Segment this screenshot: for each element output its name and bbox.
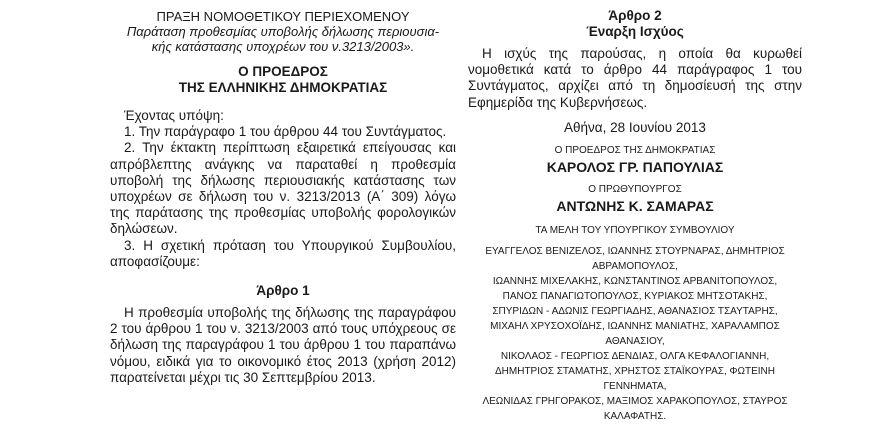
- act-subtitle-line-2: κής κατάστασης υποχρέων του ν.3213/2003».: [151, 39, 415, 54]
- act-subtitle-line-1: Παράταση προθεσμίας υποβολής δήλωσης περιουσια-: [126, 24, 440, 39]
- prime-minister-label: Ο ΠΡΩΘΥΠΟΥΡΓΟΣ: [588, 184, 682, 196]
- cabinet-members-line: ΣΠΥΡΙΔΩΝ - ΑΔΩΝΙΣ ΓΕΩΡΓΙΑΔΗΣ, ΑΘΑΝΑΣΙΟΣ ΤΣΑΥΤΑΡΗΣ,: [492, 306, 778, 318]
- article-2-heading: Άρθρο 2: [608, 8, 662, 23]
- article-1-text: Η προθεσμία υποβολής της δήλωσης της παραγράφου 2 του άρθρου 1 του ν. 3213/2003 από τους υπόχρεους σε δήλωση της παραγράφου 1 του άρθρου 1 του παραπάνω νόμου, ειδικά για το οικονομικό έτος 2013 (χρήση 2012) παρατείνεται μέχρι τις 30 Σεπτεμβρίου 2013.: [110, 305, 456, 385]
- date-line: Αθήνα, 28 Ιουνίου 2013: [564, 119, 706, 135]
- cabinet-members-line: ΕΥΑΓΓΕΛΟΣ ΒΕΝΙΖΕΛΟΣ, ΙΩΑΝΝΗΣ ΣΤΟΥΡΝΑΡΑΣ, ΔΗΜΗΤΡΙΟΣ ΑΒΡΑΜΟΠΟΥΛΟΣ,: [485, 246, 785, 273]
- preamble-item-2: 2. Την έκτακτη περίπτωση εξαιρετικά επείγουσας και απρόβλεπτης ανάγκης να παραταθεί η προθεσμία υποβολή της δήλωσης περιουσιακής κατάστασης των υποχρέων σε δήλωση του ν. 3213/2013 (Α΄ 309) λόγω της παράτασης της προθεσμίας υποβολής φορολογικών δηλώσεων.: [110, 140, 456, 237]
- act-title: ΠΡΑΞΗ ΝΟΜΟΘΕΤΙΚΟΥ ΠΕΡΙΕΧΟΜΕΝΟΥ: [156, 9, 410, 24]
- right-column: [468, 0, 802, 424]
- president-name: ΚΑΡΟΛΟΣ ΓΡ. ΠΑΠΟΥΛΙΑΣ: [546, 159, 724, 176]
- cabinet-members-line: ΔΗΜΗΤΡΙΟΣ ΣΤΑΜΑΤΗΣ, ΧΡΗΣΤΟΣ ΣΤΑΪΚΟΥΡΑΣ, ΦΩΤΕΙΝΗ ΓΕΝΝΗΜΑΤΑ,: [495, 366, 775, 393]
- cabinet-members-line: ΛΕΩΝΙΔΑΣ ΓΡΗΓΟΡΑΚΟΣ, ΜΑΞΙΜΟΣ ΧΑΡΑΚΟΠΟΥΛΟΣ, ΣΤΑΥΡΟΣ ΚΑΛΑΦΑΤΗΣ.: [482, 396, 788, 423]
- cabinet-members-label: ΤΑ ΜΕΛΗ ΤΟΥ ΥΠΟΥΡΓΙΚΟΥ ΣΥΜΒΟΥΛΙΟΥ: [535, 225, 735, 237]
- president-heading-line-2: ΤΗΣ ΕΛΛΗΝΙΚΗΣ ΔΗΜΟΚΡΑΤΙΑΣ: [178, 80, 388, 95]
- having-regard: Έχοντας υπόψη:: [124, 108, 224, 123]
- president-heading-line-1: Ο ΠΡΟΕΔΡΟΣ: [238, 64, 328, 79]
- president-label: Ο ΠΡΟΕΔΡΟΣ ΤΗΣ ΔΗΜΟΚΡΑΤΙΑΣ: [554, 145, 716, 157]
- preamble-item-1: 1. Την παράγραφο 1 του άρθρου 44 του Συντάγματος.: [124, 124, 447, 140]
- cabinet-members-line: ΙΩΑΝΝΗΣ ΜΙΧΕΛΑΚΗΣ, ΚΩΝΣΤΑΝΤΙΝΟΣ ΑΡΒΑΝΙΤΟΠΟΥΛΟΣ,: [492, 276, 778, 288]
- cabinet-members-line: ΜΙΧΑΗΛ ΧΡΥΣΟΧΟΪΔΗΣ, ΙΩΑΝΝΗΣ ΜΑΝΙΑΤΗΣ, ΧΑΡΑΛΑΜΠΟΣ ΑΘΑΝΑΣΙΟΥ,: [490, 321, 780, 348]
- cabinet-members-list: [468, 244, 802, 424]
- article-1-heading: Άρθρο 1: [256, 283, 310, 299]
- left-column: [110, 0, 456, 386]
- article-2-text: Η ισχύς της παρούσας, η οποία θα κυρωθεί νομοθετικά κατά το άρθρο 44 παράγραφος 1 του Συντάγματος, αρχίζει από τη δημοσίευσή της στην Εφημερίδα της Κυβερνήσεως.: [468, 46, 802, 110]
- prime-minister-name: ΑΝΤΩΝΗΣ Κ. ΣΑΜΑΡΑΣ: [556, 198, 714, 215]
- cabinet-members-line: ΠΑΝΟΣ ΠΑΝΑΓΙΩΤΟΠΟΥΛΟΣ, ΚΥΡΙΑΚΟΣ ΜΗΤΣΟΤΑΚΗΣ,: [502, 291, 768, 303]
- preamble-item-3: 3. Η σχετική πρόταση του Υπουργικού Συμβουλίου, αποφασίζουμε:: [110, 237, 456, 269]
- cabinet-members-line: ΝΙΚΟΛΑΟΣ - ΓΕΩΡΓΙΟΣ ΔΕΝΔΙΑΣ, ΟΛΓΑ ΚΕΦΑΛΟΓΙΑΝΝΗ,: [500, 351, 770, 363]
- article-2-subheading: Έναρξη Ισχύος: [586, 24, 684, 39]
